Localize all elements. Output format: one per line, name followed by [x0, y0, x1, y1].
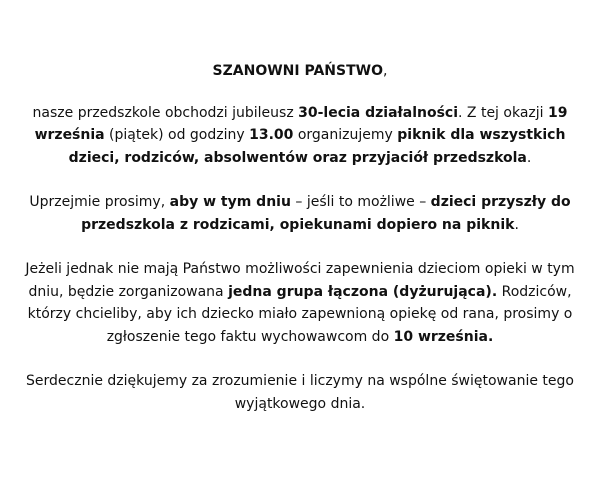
p1-picnic: piknik dla wszystkich dzieci, rodziców, absolwentów oraz przyjaciół przedszkola: [68, 127, 566, 166]
p2-children-come: dzieci przyszły do przedszkola z rodzicami, opiekunami dopiero na piknik: [81, 194, 571, 233]
p1-text-4: organizujemy: [293, 127, 398, 143]
p1-anniversary: 30-lecia działalności: [298, 104, 459, 121]
p1-date: 19 września: [34, 104, 568, 143]
greeting: [0, 60, 600, 83]
greeting-comma: ,: [382, 63, 388, 79]
p3-text-1: Jeżeli jednak nie mają Państwo możliwości zapewnienia dzieciom opieki w tym dniu, będzie zorganizowana: [25, 261, 575, 300]
p3-text-2: Rodziców, którzy chcieliby, aby ich dziecko miało zapewnioną opiekę od rana, prosimy o zgłoszenie tego faktu wychowawcom do: [27, 283, 573, 345]
paragraph-jubilee: [30, 102, 570, 170]
p2-text-1: Uprzejmie prosimy,: [29, 194, 170, 210]
p2-text-3: .: [514, 216, 519, 233]
p2-text-2: – jeśli to możliwe –: [290, 194, 431, 210]
p3-duty-group: jedna grupa łączona (dyżurująca).: [228, 283, 498, 300]
paragraph-thanks: [20, 370, 580, 415]
paragraph-request: [20, 191, 580, 236]
p1-text-1: nasze przedszkole obchodzi jubileusz: [32, 104, 299, 121]
p1-text-3: (piątek) od godziny: [104, 127, 250, 143]
p4-text-1: Serdecznie dziękujemy za zrozumienie i liczymy na wspólne świętowanie tego wyjątkowego dnia.: [26, 373, 574, 412]
greeting-text: SZANOWNI PAŃSTWO: [212, 63, 383, 79]
paragraph-duty-group: [20, 258, 580, 348]
letter: [0, 60, 600, 437]
p2-that-day: aby w tym dniu: [169, 194, 291, 210]
p1-text-2: . Z tej okazji: [458, 104, 548, 121]
p1-time: 13.00: [249, 127, 294, 143]
p3-deadline: 10 września.: [393, 328, 494, 345]
p1-text-5: .: [526, 149, 532, 166]
